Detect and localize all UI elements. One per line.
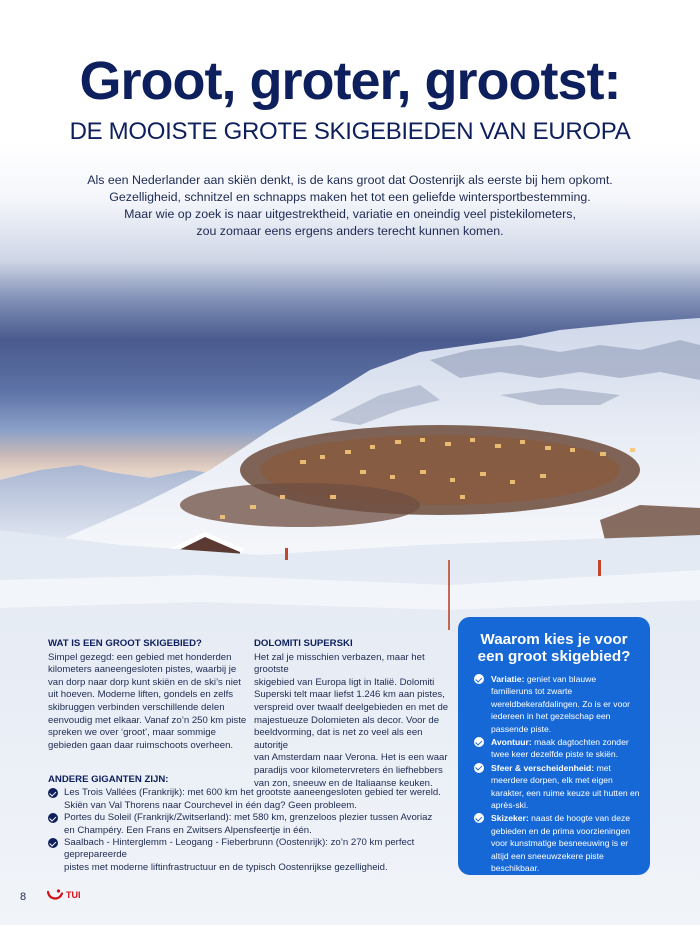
column-heading: WAT IS EEN GROOT SKIGEBIED? xyxy=(48,638,202,649)
column-line: eenvoudig met elkaar. Vanaf zo’n 250 km piste xyxy=(48,714,247,726)
box-item-text: met meerdere dorpen, elk met eigen karakter, een ruime keuze uit hutten en après-ski. xyxy=(491,762,640,811)
tui-logo xyxy=(47,889,81,900)
box-item xyxy=(474,736,640,761)
intro-paragraph xyxy=(80,172,620,240)
list-item-line: Les Trois Vallées (Frankrijk): met 600 km het grootste aaneengesloten gebied ter wereld. xyxy=(64,787,441,799)
page-subtitle: DE MOOISTE GROTE SKIGEBIEDEN VAN EUROPA xyxy=(69,118,631,145)
column-line: uit hoeven. Moderne liften, gondels en zelfs xyxy=(48,689,234,701)
column-line: spreken we over ‘groot’, maar sommige xyxy=(48,727,216,739)
column-line: Superski telt maar liefst 1.246 km aan pistes, xyxy=(254,689,445,701)
box-item-label: Sfeer & verscheidenheid: xyxy=(491,762,595,773)
page-number: 8 xyxy=(20,891,27,903)
checkmark-icon xyxy=(48,813,58,823)
why-big-ski-area-box xyxy=(458,617,650,875)
list-item-line: Skiën van Val Thorens naar Courchevel in één dag? Geen probleem. xyxy=(64,799,357,811)
intro-line: zou zomaar eens ergens anders terecht kunnen komen. xyxy=(196,224,504,238)
column-dolomiti-superski xyxy=(254,638,454,790)
box-title: Waarom kies je voor een groot skigebied? xyxy=(477,631,631,665)
checkmark-icon xyxy=(474,813,484,823)
checkmark-icon xyxy=(474,737,484,747)
other-giants-list xyxy=(48,774,448,874)
intro-line: Als een Nederlander aan skiën denkt, is de kans groot dat Oostenrijk als eerste bij hem opkomt. xyxy=(87,173,613,187)
intro-line: Gezelligheid, schnitzel en schnapps maken het tot een geliefde wintersportbestemming. xyxy=(109,190,591,204)
column-line: kilometers aaneengesloten pistes, waarbij je xyxy=(48,664,237,676)
page-title: Groot, groter, grootst: xyxy=(79,51,621,111)
list-item-line: pistes met moderne liftinfrastructuur en de typisch Oostenrijkse gezelligheid. xyxy=(64,861,388,873)
checkmark-icon xyxy=(48,838,58,848)
column-line: van Amsterdam naar Verona. Het is een waar xyxy=(254,752,448,764)
box-item-text: naast de hoogte van deze gebieden en de prima voorzieningen voor kunstmatige besneeuwing is er altijd een sneeuwzekere piste beschikbaar. xyxy=(491,813,631,874)
list-item xyxy=(48,837,448,874)
box-item-label: Variatie: xyxy=(491,674,525,684)
brand-name: TUI xyxy=(66,889,81,900)
list-heading: ANDERE GIGANTEN ZIJN: xyxy=(48,774,169,785)
column-line: van zon, sneeuw en de Italiaanse keuken. xyxy=(254,777,433,789)
checkmark-icon xyxy=(474,674,484,684)
column-line: skigebied van Europa ligt in Italië. Dolomiti xyxy=(254,676,435,688)
box-item xyxy=(474,812,640,874)
column-line: paradijs voor kilometervreters én liefhebbers xyxy=(254,764,443,776)
box-item-text: maak dagtochten zonder twee keer dezelfde piste te skiën. xyxy=(491,737,629,760)
box-item xyxy=(474,673,640,735)
intro-line: Maar wie op zoek is naar uitgestrektheid, variatie en oneindig veel pistekilometers, xyxy=(124,207,576,221)
column-line: Simpel gezegd: een gebied met honderden xyxy=(48,651,232,663)
tui-smile-icon xyxy=(47,889,63,900)
box-item-label: Avontuur: xyxy=(491,737,532,748)
column-line: beeldvorming, dat is net zo veel als een autoritje xyxy=(254,727,423,751)
column-what-is-big-ski-area xyxy=(48,638,248,752)
checkmark-icon xyxy=(48,788,58,798)
list-item xyxy=(48,812,448,837)
column-heading: DOLOMITI SUPERSKI xyxy=(254,638,353,649)
list-item-line: Portes du Soleil (Frankrijk/Zwitserland): met 580 km, grenzeloos plezier tussen Avoriaz xyxy=(64,812,433,824)
column-line: van dorp naar dorp kunt skiën en de ski’s niet xyxy=(48,676,241,688)
box-item-text: geniet van blauwe familieruns tot zwarte wereldbekerafdalingen. Zo is er voor iedereen in het gezelschap een passende piste. xyxy=(491,674,631,734)
box-item-label: Skizeker: xyxy=(491,813,529,824)
column-line: majestueuze Dolomieten als decor. Voor de xyxy=(254,714,440,726)
checkmark-icon xyxy=(474,763,484,773)
list-item-line: Saalbach - Hinterglemm - Leogang - Fieberbrunn (Oostenrijk): zo’n 270 km perfect geprepareerde xyxy=(64,837,415,861)
box-item xyxy=(474,762,640,812)
column-line: verspreid over twaalf deelgebieden en met de xyxy=(254,701,449,713)
list-item-line: en Champéry. Een Frans en Zwitsers Alpensfeertje in één. xyxy=(64,824,312,836)
column-line: gebieden gaan daar ruimschoots overheen. xyxy=(48,739,234,751)
column-line: Het zal je misschien verbazen, maar het grootste xyxy=(254,651,425,676)
column-line: skibruggen verbinden verschillende delen xyxy=(48,701,225,713)
list-item xyxy=(48,787,448,812)
